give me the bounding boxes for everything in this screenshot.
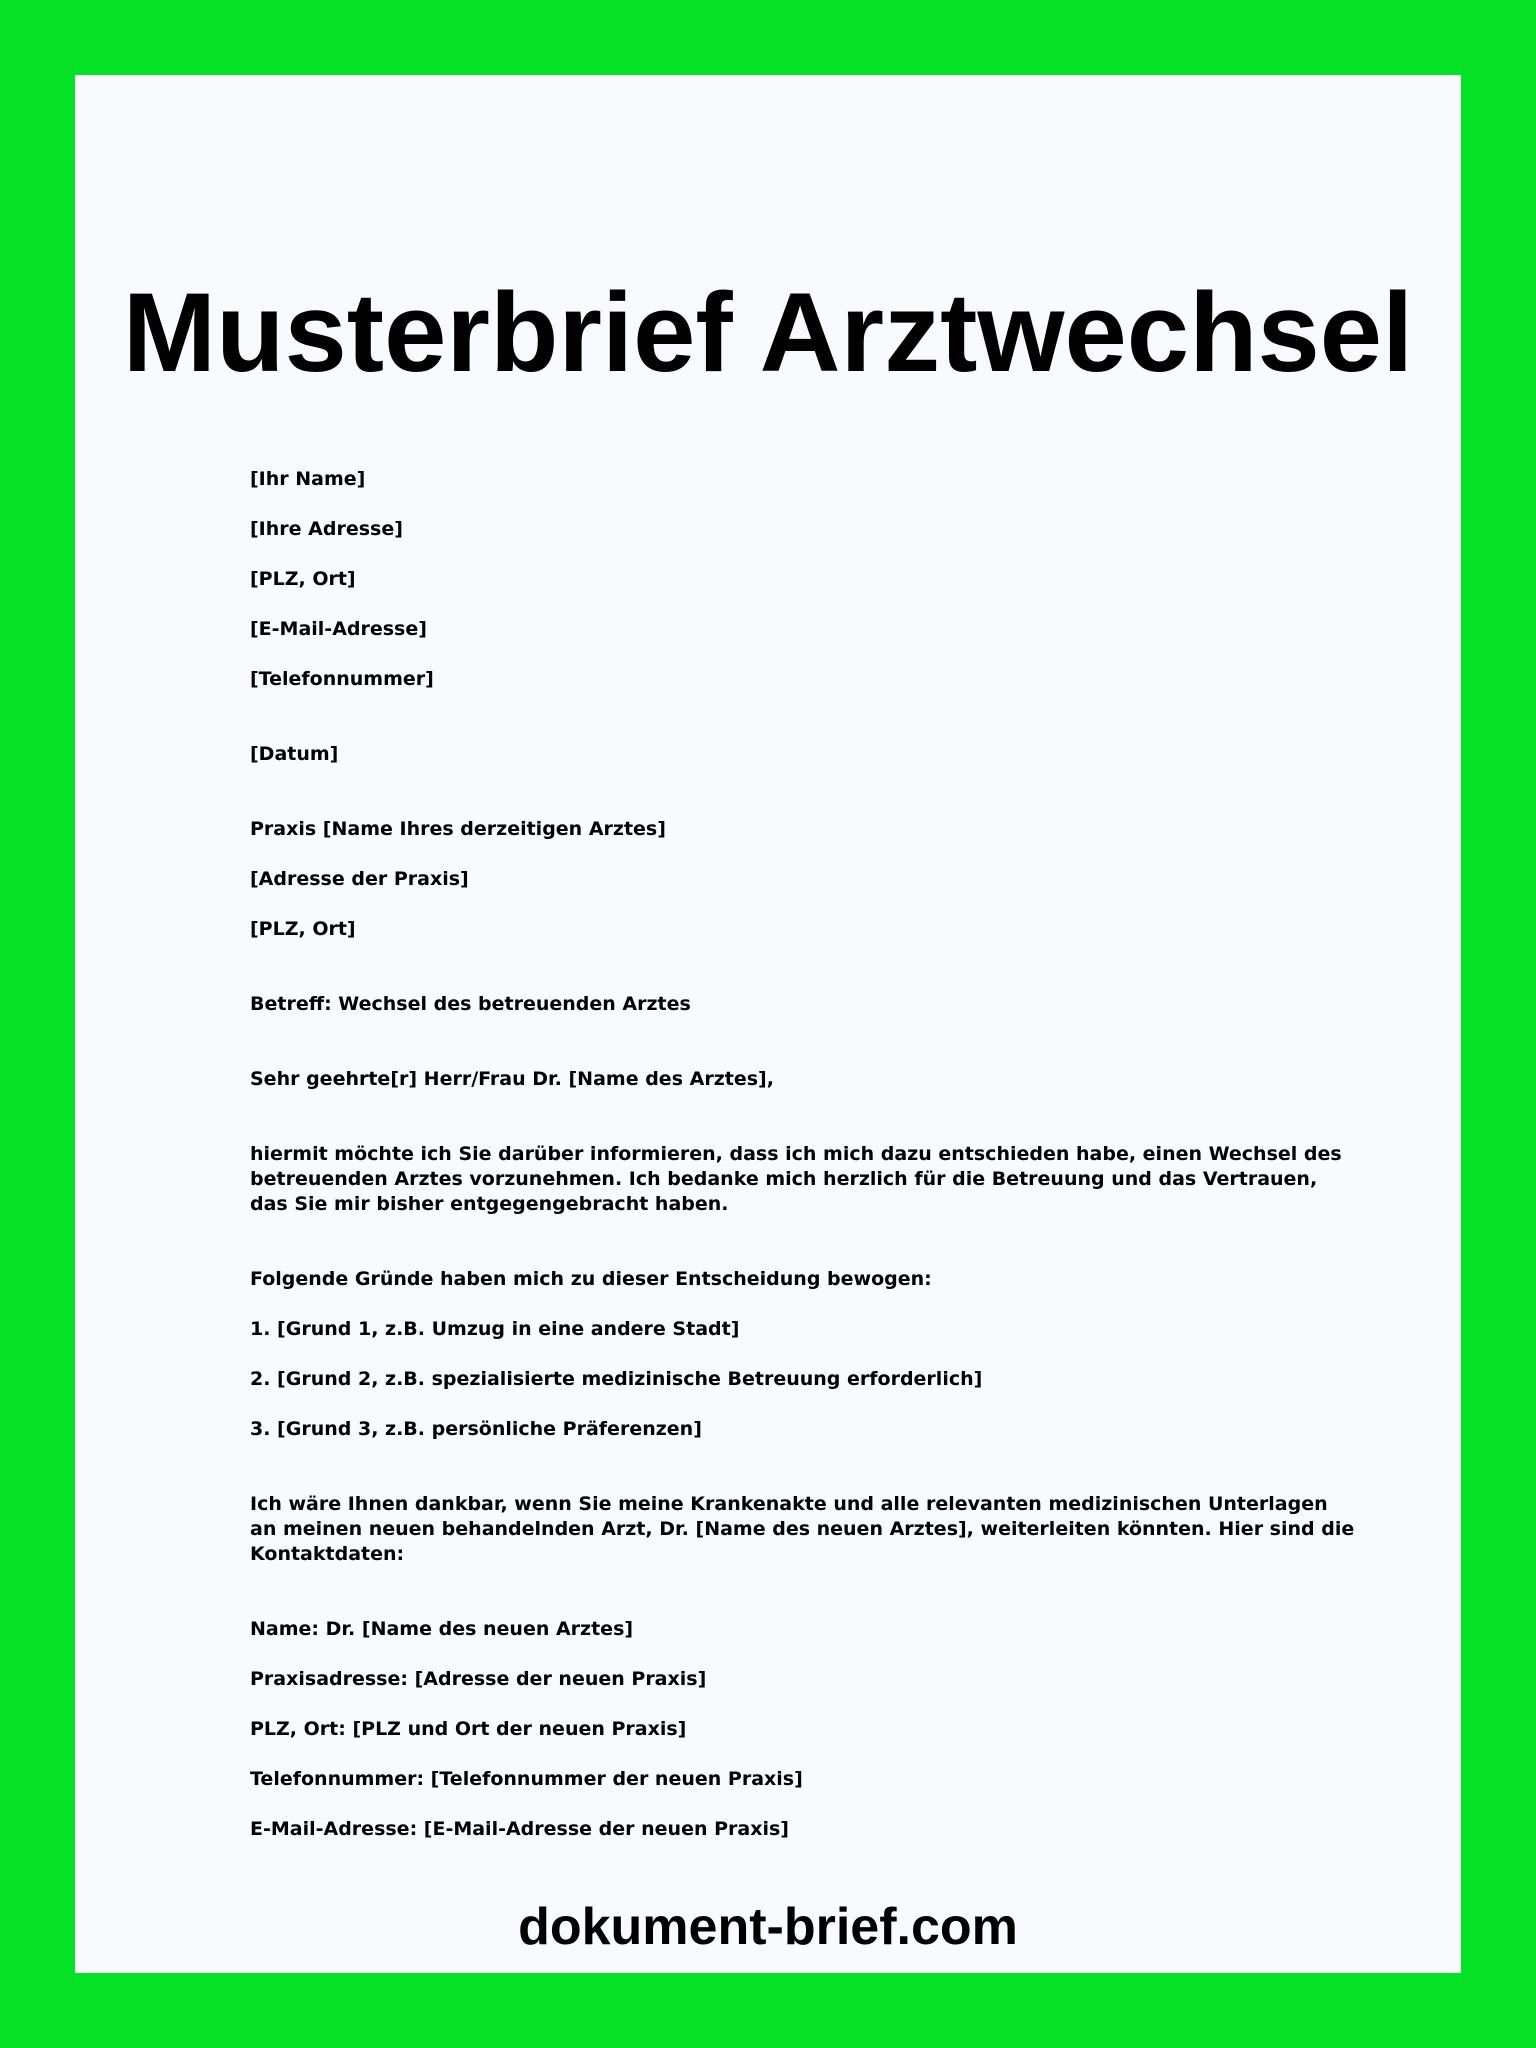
new-doctor-phone: Telefonnummer: [Telefonnummer der neuen Praxis]	[250, 1768, 803, 1790]
new-doctor-block	[250, 1617, 1360, 1842]
sender-block	[250, 467, 1360, 692]
new-doctor-zip-city: PLZ, Ort: [PLZ und Ort der neuen Praxis]	[250, 1718, 687, 1740]
salutation: Sehr geehrte[r] Herr/Frau Dr. [Name des Arztes],	[250, 1068, 774, 1090]
sender-name: [Ihr Name]	[250, 468, 366, 490]
sender-zip-city: [PLZ, Ort]	[250, 568, 356, 590]
new-doctor-name: Name: Dr. [Name des neuen Arztes]	[250, 1618, 634, 1640]
request-paragraph: Ich wäre Ihnen dankbar, wenn Sie meine Krankenakte und alle relevanten medizinischen Unterlagen an meinen neuen behandelnden Arzt, Dr. [Name des neuen Arztes], weiterleiten könnten. Hier sind die Kontaktdaten:	[250, 1493, 1355, 1565]
reason-item: 3. [Grund 3, z.B. persönliche Präferenzen]	[250, 1418, 702, 1440]
reason-item: 2. [Grund 2, z.B. spezialisierte medizinische Betreuung erforderlich]	[250, 1368, 983, 1390]
intro-paragraph: hiermit möchte ich Sie darüber informieren, dass ich mich dazu entschieden habe, einen Wechsel des betreuenden Arztes vorzunehmen. Ich bedanke mich herzlich für die Betreuung und das Vertrauen, das Sie mir bisher entgegengebracht haben.	[250, 1143, 1342, 1215]
letter-page	[75, 75, 1461, 1973]
letter-body	[250, 467, 1360, 1867]
recipient-address: [Adresse der Praxis]	[250, 868, 469, 890]
reasons-intro: Folgende Gründe haben mich zu dieser Entscheidung bewogen:	[250, 1268, 932, 1290]
new-doctor-address: Praxisadresse: [Adresse der neuen Praxis]	[250, 1668, 707, 1690]
sender-address: [Ihre Adresse]	[250, 518, 403, 540]
sender-phone: [Telefonnummer]	[250, 668, 434, 690]
subject-line: Betreff: Wechsel des betreuenden Arztes	[250, 993, 691, 1015]
new-doctor-email: E-Mail-Adresse: [E-Mail-Adresse der neuen Praxis]	[250, 1818, 789, 1840]
letter-date: [Datum]	[250, 743, 339, 765]
reasons-list	[250, 1317, 1360, 1442]
recipient-zip-city: [PLZ, Ort]	[250, 918, 356, 940]
recipient-block	[250, 817, 1360, 942]
footer-site-name: dokument-brief.com	[518, 1898, 1018, 1956]
recipient-practice: Praxis [Name Ihres derzeitigen Arztes]	[250, 818, 666, 840]
sender-email: [E-Mail-Adresse]	[250, 618, 427, 640]
page-title: Musterbrief Arztwechsel	[122, 270, 1414, 395]
reason-item: 1. [Grund 1, z.B. Umzug in eine andere Stadt]	[250, 1318, 740, 1340]
